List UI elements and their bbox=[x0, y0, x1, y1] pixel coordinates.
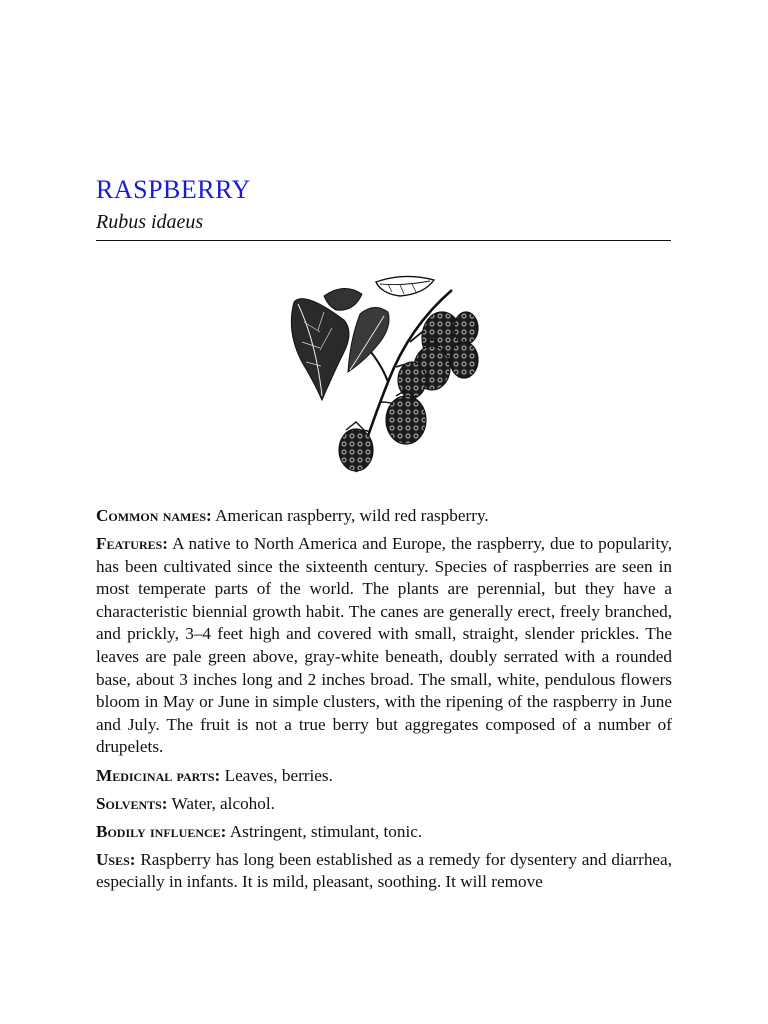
section-label: Uses: bbox=[96, 849, 136, 869]
section-text: Astringent, stimulant, tonic. bbox=[226, 821, 423, 841]
common-names-paragraph bbox=[96, 505, 672, 528]
bodily-influence-paragraph bbox=[96, 821, 672, 844]
section-label: Common names: bbox=[96, 506, 212, 525]
title-divider bbox=[96, 240, 671, 241]
section-text: A native to North America and Europe, the raspberry, due to popularity, has been cultivated since the sixteenth century. Species of raspberries are seen in most temperate parts of the world. The plants are perennial, but they have a characteristic biennial growth habit. The canes are generally erect, freely branched, and prickly, 3–4 feet high and covered with small, straight, slender prickles. The leaves are pale green above, gray-white beneath, doubly serrated with a rounded base, about 3 inches long and 2 inches broad. The small, white, pendulous flowers bloom in May or June in simple clusters, with the ripening of the raspberry in June and July. The fruit is not a true berry but aggregates composed of a number of drupelets. bbox=[96, 534, 672, 757]
features-paragraph bbox=[96, 533, 672, 759]
section-text: American raspberry, wild red raspberry. bbox=[211, 506, 489, 525]
entry-title: RASPBERRY bbox=[96, 175, 251, 204]
latin-name: Rubus idaeus bbox=[96, 211, 204, 233]
solvents-paragraph bbox=[96, 793, 672, 816]
section-label: Bodily influence: bbox=[96, 821, 227, 841]
section-text: Leaves, berries. bbox=[220, 765, 333, 785]
entry-body bbox=[96, 505, 672, 900]
section-label: Features: bbox=[96, 534, 169, 554]
section-label: Medicinal parts: bbox=[96, 765, 221, 785]
section-text: Raspberry has long been established as a remedy for dysentery and diarrhea, especially in infants. It is mild, pleasant, soothing. It will remove bbox=[96, 849, 672, 892]
medicinal-parts-paragraph bbox=[96, 765, 672, 788]
section-label: Solvents: bbox=[96, 793, 168, 813]
raspberry-branch-illustration bbox=[284, 272, 484, 484]
uses-paragraph bbox=[96, 849, 672, 894]
section-text: Water, alcohol. bbox=[167, 793, 275, 813]
